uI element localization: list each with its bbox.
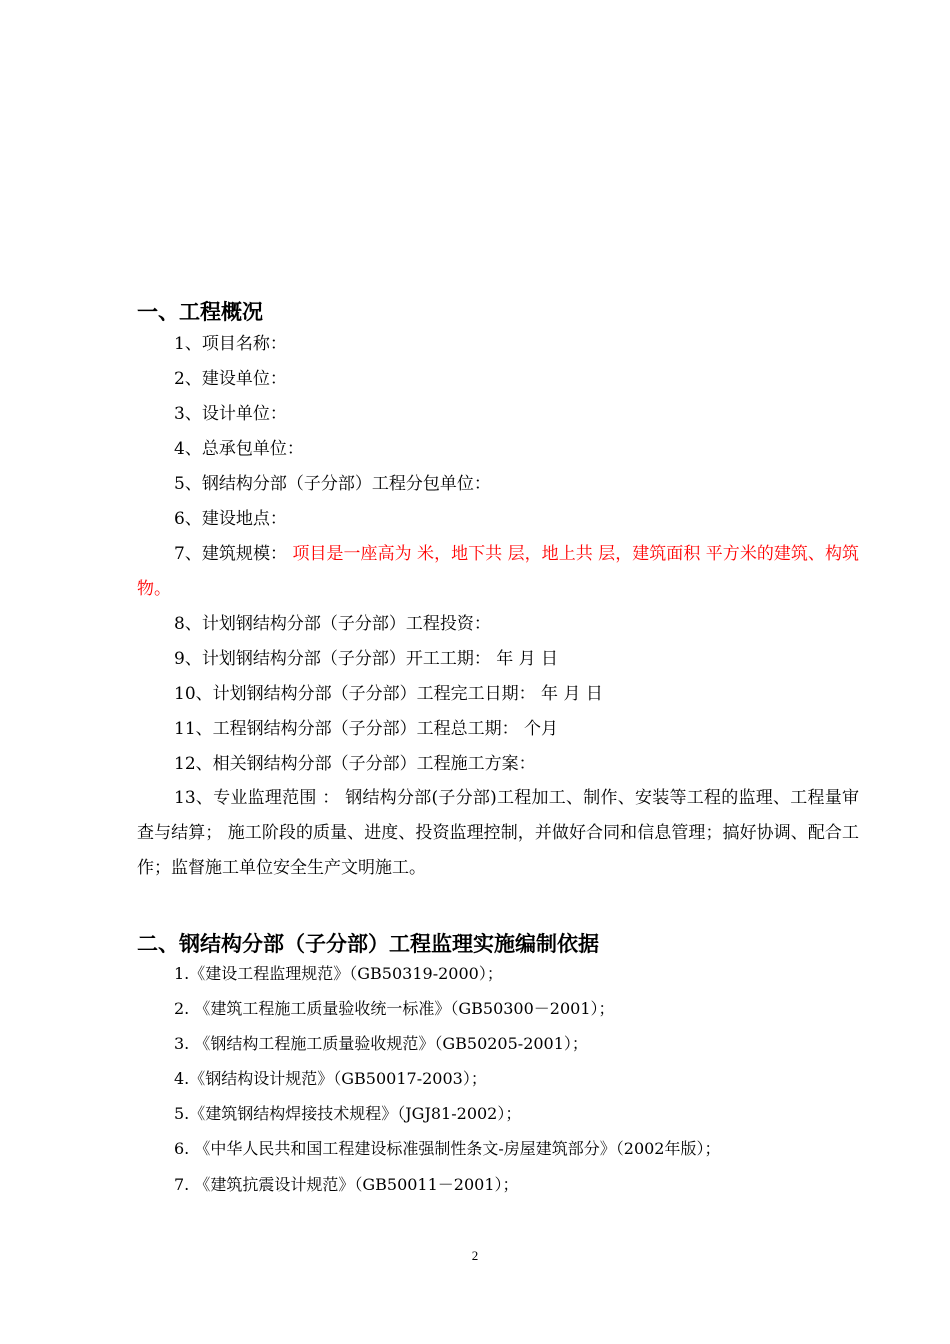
item-completion-date: 10、计划钢结构分部（子分部）工程完工日期： 年 月 日 (174, 684, 603, 704)
scale-text: 项目是一座高为 米，地下共 层，地上共 层，建筑面积 平方米的建筑、构筑物。 (137, 544, 859, 599)
reference-item: 4.《钢结构设计规范》（GB50017-2003）； (174, 1069, 487, 1088)
item-investment: 8、计划钢结构分部（子分部）工程投资： (174, 614, 491, 634)
section-1-heading: 一、工程概况 (137, 300, 263, 324)
item-construction-unit: 2、建设单位： (174, 369, 287, 389)
item-subcontractor: 5、钢结构分部（子分部）工程分包单位： (174, 474, 491, 494)
scale-label: 7、建筑规模： (174, 544, 288, 564)
item-start-date: 9、计划钢结构分部（子分部）开工工期： 年 月 日 (174, 649, 559, 669)
reference-item: 6. 《中华人民共和国工程建设标准强制性条文-房屋建筑部分》（2002年版）； (174, 1139, 721, 1158)
item-construction-plan: 12、相关钢结构分部（子分部）工程施工方案： (174, 754, 536, 774)
item-general-contractor: 4、总承包单位： (174, 439, 304, 459)
page-number: 2 (471, 1248, 479, 1263)
reference-item: 2. 《建筑工程施工质量验收统一标准》（GB50300－2001）； (174, 999, 615, 1018)
item-project-name: 1、项目名称： (174, 334, 287, 354)
section-2-heading: 二、钢结构分部（子分部）工程监理实施编制依据 (137, 932, 599, 956)
reference-item: 1.《建设工程监理规范》（GB50319-2000）； (174, 964, 503, 983)
item-supervision-scope: 13、专业监理范围 ： 钢结构分部(子分部)工程加工、制作、安装等工程的监理、工程量审查与结算； 施工阶段的质量、进度、投资监理控制，并做好合同和信息管理；搞好协调、配合工作；监督施工单位安全生产文明施工。 (137, 788, 859, 878)
item-building-scale (137, 537, 859, 607)
reference-item: 5.《建筑钢结构焊接技术规程》（JGJ81-2002）； (174, 1104, 522, 1123)
item-design-unit: 3、设计单位： (174, 404, 287, 424)
item-total-duration: 11、工程钢结构分部（子分部）工程总工期： 个月 (174, 719, 559, 739)
reference-item: 7. 《建筑抗震设计规范》（GB50011－2001）； (174, 1175, 519, 1194)
reference-item: 3. 《钢结构工程施工质量验收规范》（GB50205-2001）； (174, 1034, 588, 1053)
item-location: 6、建设地点： (174, 509, 287, 529)
